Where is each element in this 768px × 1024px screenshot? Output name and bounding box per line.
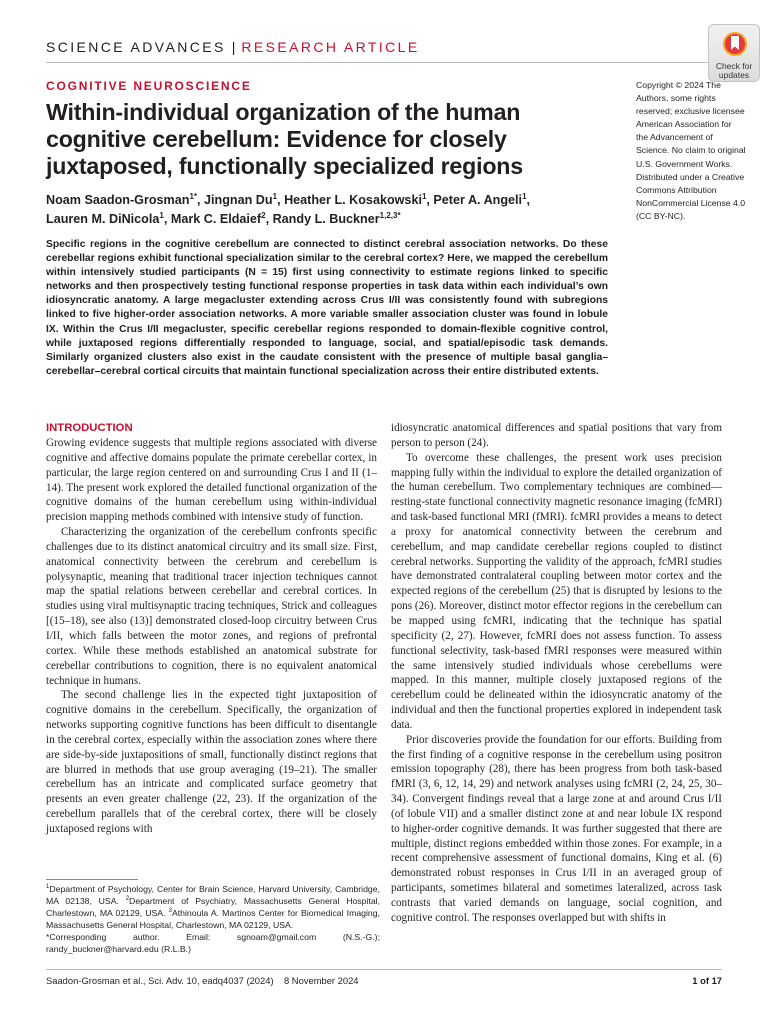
subject-category: COGNITIVE NEUROSCIENCE (46, 79, 252, 93)
header-rule (46, 62, 708, 63)
paragraph: The second challenge lies in the expected tight juxtaposition of cognitive domains in the cerebellum. Specifically, the organization of networks supporting cognitive functions has been difficult to disentangle in the cerebral cortex, especially within the association zones where there are side-by-side juxtapositions of small, functionally distinct regions that are blurred in methods that use group averaging (19–21). The smaller cerebellum has an intricate and complicated surface geometry that presents an even greater challenge (22, 23). If the organization of the cerebellum parallels that of the cerebral cortex, there will be closely juxtaposed regions with (46, 689, 377, 835)
check-for-updates-icon (722, 30, 748, 60)
copyright-notice: Copyright © 2024 The Authors, some rights reserved; exclusive licensee American Association for the Advancement of Science. No claim to original U.S. Government Works. Distributed under a Creative Commons Attribution NonCommercial License 4.0 (CC BY-NC). (636, 80, 746, 221)
author-name: Mark C. Eldaief (170, 212, 262, 226)
body-left-column (46, 421, 377, 837)
affiliation: Department of Psychiatry, Massachusetts General Hospital, Charlestown, MA 02129, USA. (46, 896, 381, 918)
author-affiliation: 1 (421, 191, 427, 201)
abstract-text: Specific regions in the cognitive cerebellum are connected to distinct cerebral association networks. Do these cerebellar regions exhibit functional specialization similar to the cerebral cortex? Here, we mapped the cerebellum within intensively studied participants (N = 15) first using connectivity to estimate regions linked to specific networks and then prospectively testing functional response properties in task data within each individual’s own idiosyncratic anatomy. A large megacluster extending across Crus I/II was consistently found with subregions linked to five higher-order association networks. A more variable smaller association cluster was found in lobule IX. Within the Crus I/II megacluster, specific cerebellar regions responded to domain-flexible cognitive control, while juxtaposed regions differentially responded to language, social, and spatial/episodic task demands. Similarly organized clusters also exist in the caudate consistent with the presence of multiple basal ganglia–cerebellar–cerebral cortical circuits that maintain functional specialization across their entire distributed extents. (46, 239, 608, 377)
check-for-updates-badge[interactable] (708, 24, 760, 82)
author-name: Heather L. Kosakowski (284, 193, 422, 207)
paragraph: Characterizing the organization of the cerebellum confronts specific challenges due to its distinct anatomical circuitry and its small size. First, anatomical connectivity between the cerebrum and cerebellum is polysynaptic, meaning that traditional tracer injection techniques cannot map the spatial relations between cerebellar and cerebral cortices. In studies using viral multisynaptic tracing techniques, Strick and colleagues [(15–18), see also (13)] demonstrated closed-loop circuitry between Crus I/II, which falls between the motor zones, and regions of prefrontal cortex. While these methods established an anatomical substrate for cerebellar contributions to cognition, there is no equivalent anatomical technique in humans. (46, 526, 377, 687)
affiliation-list (46, 883, 380, 931)
author-affiliation: 1 (272, 191, 278, 201)
author-affiliation: 1,2,3* (379, 210, 401, 220)
affiliation-number: 2 (125, 896, 130, 903)
citation-footer: Saadon-Grosman et al., Sci. Adv. 10, eadq4037 (2024) 8 November 2024 (46, 975, 359, 986)
article-title: Within-individual organization of the human cognitive cerebellum: Evidence for closely juxtaposed, functionally specialized regions (46, 99, 523, 179)
author-separator: , (163, 212, 171, 226)
author-list (46, 191, 606, 229)
footer-rule (46, 969, 722, 970)
paragraph: To overcome these challenges, the present work uses precision mapping fully within the individual to explore the detailed organization of the human cerebellum. Two complementary techniques are combined—resting-state functional connectivity magnetic resonance imaging (fcMRI) and task-based functional MRI (fMRI). fcMRI provides a means to detect a proxy for anatomical connectivity between the cerebrum and cerebellum, and map candidate cerebellar regions coupled to distinct cerebral networks. Supporting the validity of the approach, fcMRI studies have demonstrated contralateral coupling between motor cortex and the expected regions of the cerebellum (25) that is disrupted by lesions to the pons (26). Moreover, distinct motor effector regions in the cerebellum can be mapped using fcMRI, indicating that the technique has spatial specificity (2, 27). However, fcMRI does not assess function. To assess functional selectivity, task-based fMRI responses were measured within the same intensively studied individuals whose cerebellums were mapped. In this manner, multiple closely juxtaposed regions of the cerebellum could be delineated within the idiosyncratic anatomy of the individual and then the functional properties explored in independent task data. (391, 451, 722, 731)
page-number: 1 of 17 (692, 975, 722, 986)
author-affiliation: 2 (261, 210, 266, 220)
journal-name: SCIENCE ADVANCES (46, 39, 226, 55)
paragraph: Growing evidence suggests that multiple regions associated with diverse cognitive and affective domains populate the primate cerebellar cortex, in particular, the large region centered on and surrounding Crus I and II (1–14). The present work explored the detailed functional organization of the cognitive domains of the human cerebellum using within-individual precision mapping methods combined with intensive study of function. (46, 437, 377, 524)
author-affiliation: 1 (522, 191, 527, 201)
section-heading-introduction: INTRODUCTION (46, 422, 133, 434)
header-separator: | (231, 39, 236, 55)
author-separator: , (277, 193, 285, 207)
author-separator: , (526, 193, 531, 207)
affiliation: Department of Psychology, Center for Brain Science, Harvard University, Cambridge, MA 02138, USA. (46, 884, 380, 906)
affiliation-number: 3 (168, 908, 172, 915)
journal-header (46, 39, 420, 55)
author-separator: , (265, 212, 273, 226)
author-name: Jingnan Du (204, 193, 273, 207)
author-name: Peter A. Angeli (433, 193, 523, 207)
author-affiliation: 1 (159, 210, 164, 220)
author-name: Lauren M. DiNicola (46, 212, 160, 226)
author-separator: , (426, 193, 434, 207)
body-right-column (391, 421, 722, 926)
affiliation-number: 1 (46, 884, 50, 891)
affiliations-footnotes (46, 883, 380, 955)
paragraph: idiosyncratic anatomical differences and spatial positions that vary from person to person (24). (391, 422, 722, 449)
footnote-rule (46, 879, 138, 880)
corresponding-author: *Corresponding author. Email: sgnoam@gmail.com (N.S.-G.); randy_buckner@harvard.edu (R.L.B.) (46, 932, 380, 954)
affiliation: Athinoula A. Martinos Center for Biomedical Imaging, Massachusetts General Hospital, Charlestown, MA 02129, USA. (46, 908, 380, 930)
author-separator: , (197, 193, 205, 207)
article-type: RESEARCH ARTICLE (241, 39, 420, 55)
abstract (46, 238, 608, 379)
author-name: Randy L. Buckner (272, 212, 380, 226)
author-affiliation: 1* (189, 191, 198, 201)
author-name: Noam Saadon-Grosman (46, 193, 190, 207)
check-for-updates-label: Check for updates (715, 61, 753, 80)
paragraph: Prior discoveries provide the foundation for our efforts. Building from the first finding of a cognitive response in the cerebellum using positron emission topography (28), there has been progress from both task-based fMRI (3, 6, 12, 14, 29) and network analyses using fcMRI (2, 24, 25, 30–34). Convergent findings reveal that a large zone at and around Crus I/II (of lobule VII) and a smaller distinct zone at and near lobule IX respond to higher-order cognitive demands. It was further suggested that there are multiple, distinct regions embedded within those zones. For example, in a recent comprehensive assessment of functional domains, King et al. (6) demonstrated robust responses in Crus I/II in an averaged group of participants, sometimes bilateral and sometimes lateralized, across task contrasts that varied demands on language, social cognition, and cognitive control. The responses overlapped but with shifts in (391, 733, 722, 924)
